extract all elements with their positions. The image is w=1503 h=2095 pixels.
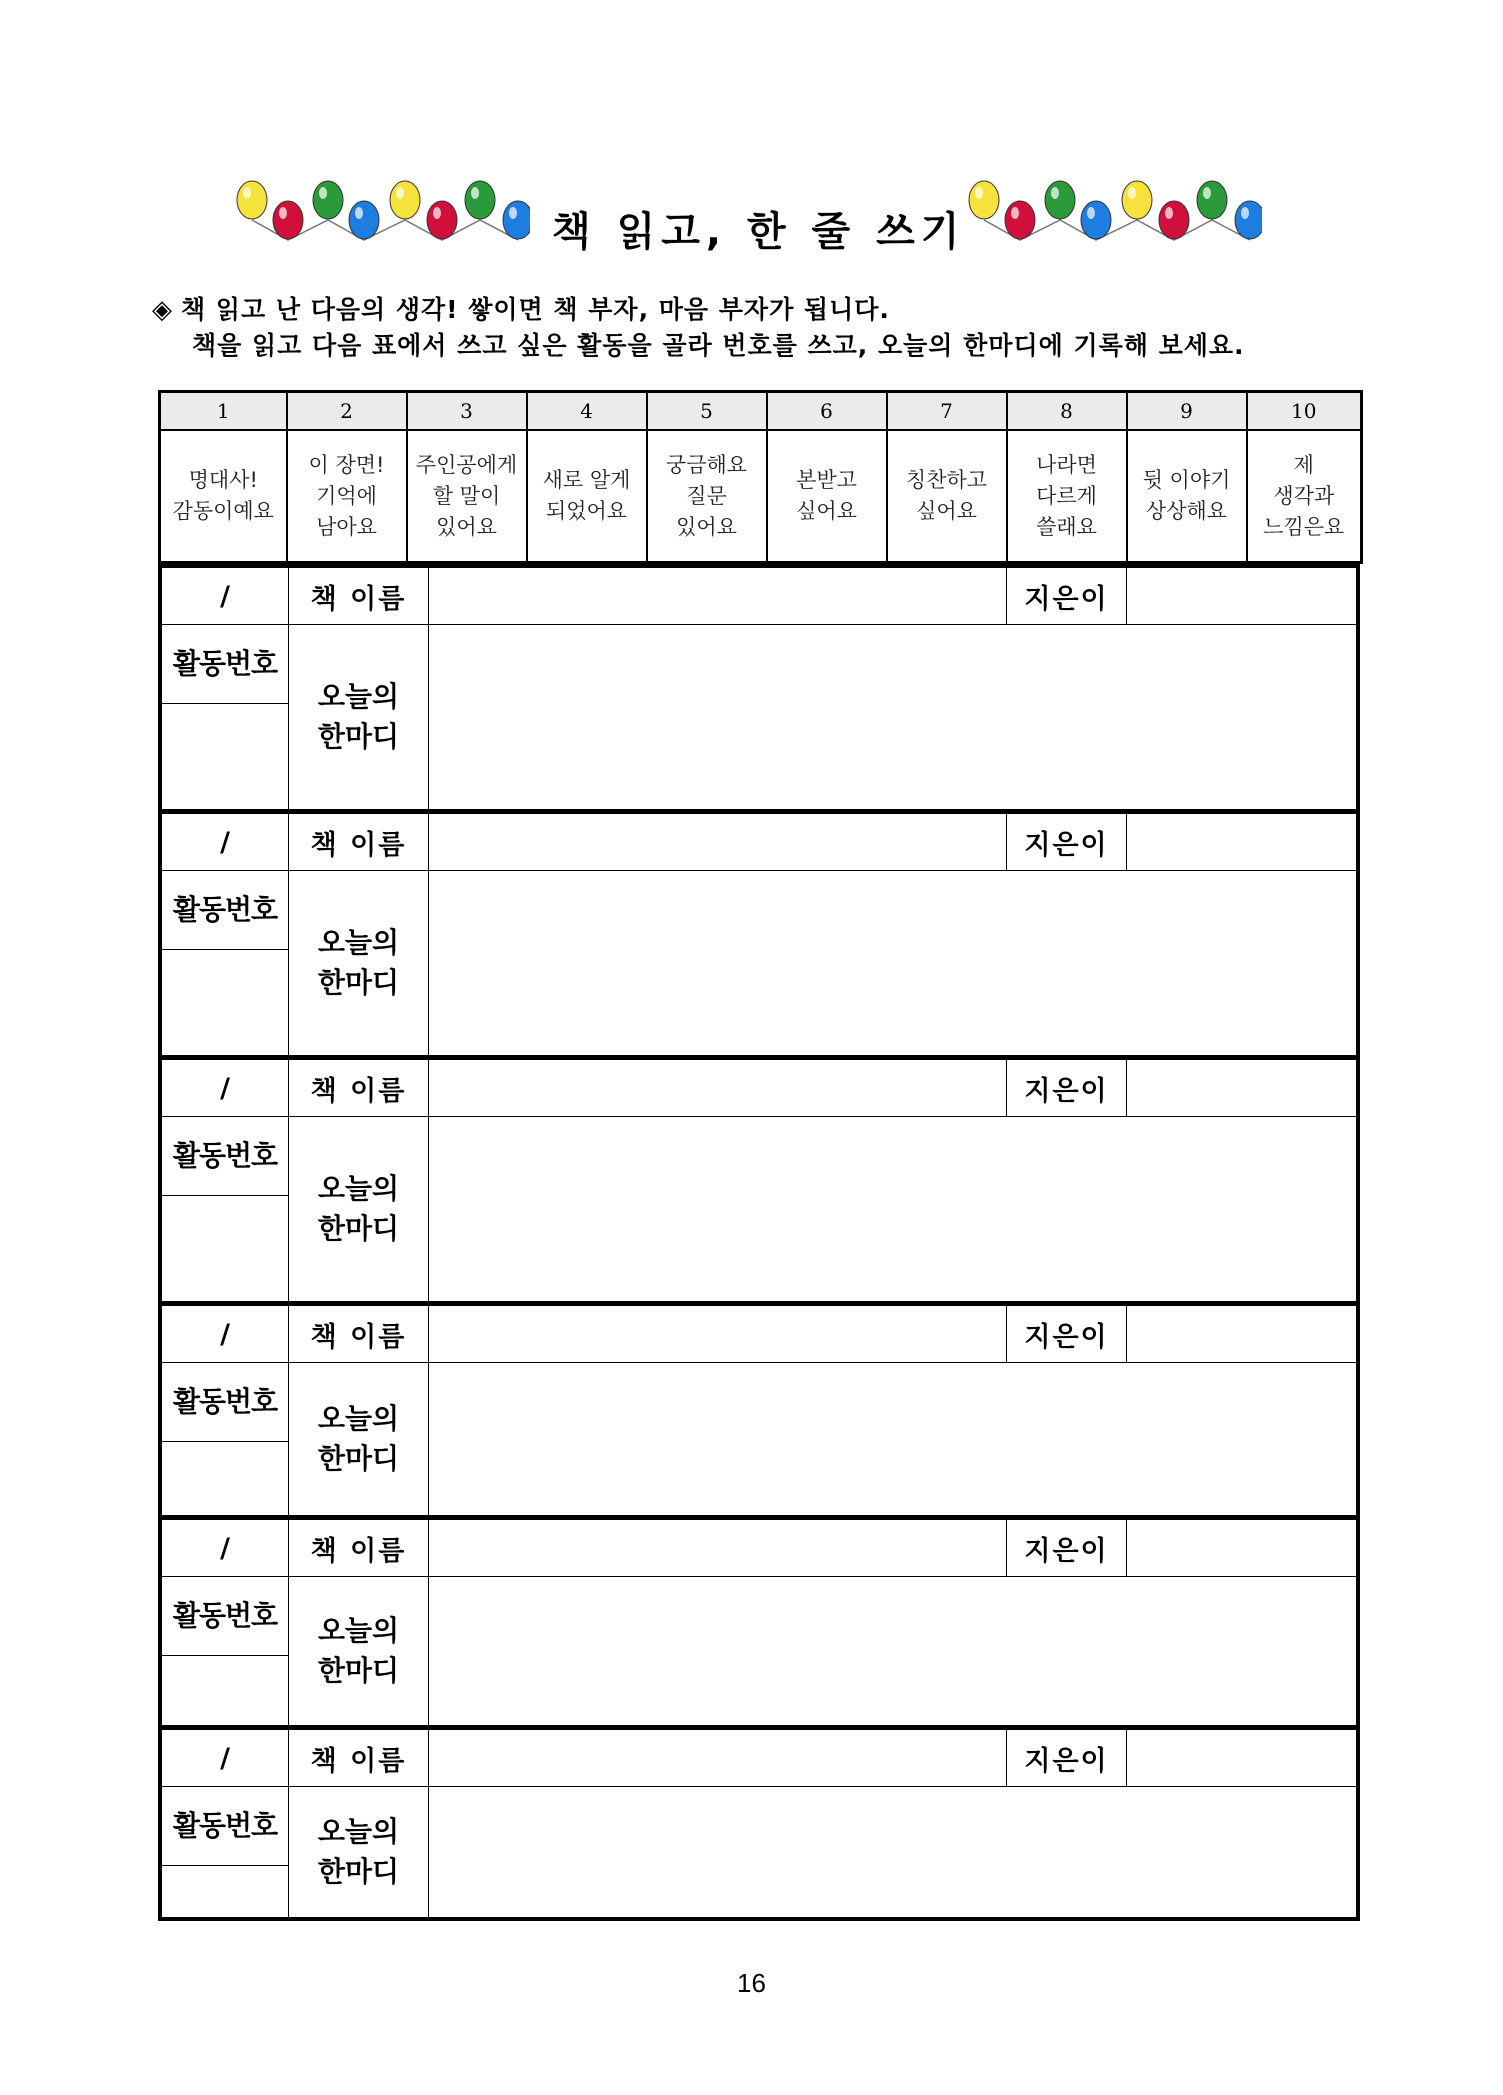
author-field[interactable] xyxy=(1127,814,1357,871)
author-field[interactable] xyxy=(1127,1306,1357,1363)
page-title: 책 읽고, 한 줄 쓰기 xyxy=(552,209,966,255)
comment-label-line-1: 오늘의 xyxy=(317,1614,400,1647)
book-title-label: 책 이름 xyxy=(289,568,429,625)
book-title-label: 책 이름 xyxy=(289,1306,429,1363)
activity-number-cell: 1 xyxy=(160,392,287,431)
activity-number-cell: 8 xyxy=(1007,392,1127,431)
comment-label xyxy=(289,1117,429,1302)
comment-label xyxy=(289,871,429,1056)
activity-number-cell xyxy=(162,1787,289,1918)
comment-label-line-1: 오늘의 xyxy=(317,680,400,713)
book-title-field[interactable] xyxy=(429,1730,1007,1787)
activity-label-cell: 나라면 다르게 쓸래요 xyxy=(1007,430,1127,563)
book-title-field[interactable] xyxy=(429,1306,1007,1363)
activity-number-label: 활동번호 xyxy=(162,1363,288,1442)
author-label: 지은이 xyxy=(1007,1730,1127,1787)
activity-number-cell: 6 xyxy=(767,392,887,431)
date-cell[interactable]: / xyxy=(162,1520,289,1577)
activity-number-cell xyxy=(162,1577,289,1726)
activity-label-cell: 칭찬하고 싶어요 xyxy=(887,430,1007,563)
activity-label-cell: 궁금해요 질문 있어요 xyxy=(647,430,767,563)
comment-field[interactable] xyxy=(429,1577,1357,1726)
activity-label-cell: 본받고 싶어요 xyxy=(767,430,887,563)
book-title-label: 책 이름 xyxy=(289,1520,429,1577)
page-number: 16 xyxy=(737,1968,766,1998)
activity-label-cell: 주인공에게 할 말이 있어요 xyxy=(407,430,527,563)
activity-label-cell: 명대사! 감동이예요 xyxy=(160,430,287,563)
activity-number-cell xyxy=(162,1363,289,1516)
title-area xyxy=(230,172,1270,262)
date-cell[interactable]: / xyxy=(162,1060,289,1117)
entries xyxy=(158,564,1360,1921)
activity-number-cell xyxy=(162,1117,289,1302)
date-cell[interactable]: / xyxy=(162,1306,289,1363)
activity-number-label: 활동번호 xyxy=(162,1577,288,1656)
comment-label-line-2: 한마디 xyxy=(317,1212,400,1245)
activity-label-cell: 제 생각과 느낌은요 xyxy=(1247,430,1362,563)
balloon-garland-right-icon xyxy=(962,172,1262,262)
activity-number-cell xyxy=(162,871,289,1056)
reading-entry xyxy=(158,1302,1360,1516)
book-title-field[interactable] xyxy=(429,1060,1007,1117)
activity-label-cell: 새로 알게 되었어요 xyxy=(527,430,647,563)
activity-label-cell: 뒷 이야기 상상해요 xyxy=(1127,430,1247,563)
activity-number-field[interactable] xyxy=(162,1196,288,1300)
author-label: 지은이 xyxy=(1007,568,1127,625)
reading-entry xyxy=(158,1726,1360,1921)
activity-number-label: 활동번호 xyxy=(162,871,288,950)
activity-number-cell: 7 xyxy=(887,392,1007,431)
date-cell[interactable]: / xyxy=(162,568,289,625)
instructions xyxy=(152,292,1352,363)
diamond-bullet-icon: ◈ xyxy=(152,295,173,325)
reading-entry xyxy=(158,564,1360,810)
balloon-garland-left-icon xyxy=(230,172,530,262)
comment-label-line-2: 한마디 xyxy=(317,1855,400,1888)
book-title-label: 책 이름 xyxy=(289,1060,429,1117)
comment-label xyxy=(289,1577,429,1726)
instruction-line-2: 책을 읽고 다음 표에서 쓰고 싶은 활동을 골라 번호를 쓰고, 오늘의 한마디에 기록해 보세요. xyxy=(192,331,1245,360)
book-title-field[interactable] xyxy=(429,568,1007,625)
author-label: 지은이 xyxy=(1007,1520,1127,1577)
activity-table xyxy=(158,390,1363,564)
author-label: 지은이 xyxy=(1007,1306,1127,1363)
comment-label-line-2: 한마디 xyxy=(317,1654,400,1687)
author-field[interactable] xyxy=(1127,1060,1357,1117)
activity-number-row xyxy=(160,392,1362,431)
book-title-label: 책 이름 xyxy=(289,814,429,871)
comment-label-line-2: 한마디 xyxy=(317,1442,400,1475)
author-field[interactable] xyxy=(1127,1520,1357,1577)
activity-number-field[interactable] xyxy=(162,1866,288,1916)
activity-number-cell: 10 xyxy=(1247,392,1362,431)
author-field[interactable] xyxy=(1127,568,1357,625)
activity-number-cell: 9 xyxy=(1127,392,1247,431)
date-cell[interactable]: / xyxy=(162,1730,289,1787)
activity-number-field[interactable] xyxy=(162,704,288,808)
activity-number-field[interactable] xyxy=(162,1442,288,1514)
activity-number-label: 활동번호 xyxy=(162,625,288,704)
comment-field[interactable] xyxy=(429,1117,1357,1302)
activity-label-row xyxy=(160,430,1362,563)
comment-label-line-1: 오늘의 xyxy=(317,1815,400,1848)
author-field[interactable] xyxy=(1127,1730,1357,1787)
reading-entry xyxy=(158,1516,1360,1726)
activity-label-cell: 이 장면! 기억에 남아요 xyxy=(287,430,407,563)
activity-number-field[interactable] xyxy=(162,950,288,1054)
reading-entry xyxy=(158,1056,1360,1302)
comment-field[interactable] xyxy=(429,1363,1357,1516)
activity-number-field[interactable] xyxy=(162,1656,288,1724)
activity-number-cell: 3 xyxy=(407,392,527,431)
activity-number-label: 활동번호 xyxy=(162,1117,288,1196)
comment-label xyxy=(289,1787,429,1918)
author-label: 지은이 xyxy=(1007,814,1127,871)
comment-label xyxy=(289,625,429,810)
activity-number-cell: 4 xyxy=(527,392,647,431)
instruction-line-1: 책 읽고 난 다음의 생각! 쌓이면 책 부자, 마음 부자가 됩니다. xyxy=(181,295,890,324)
date-cell[interactable]: / xyxy=(162,814,289,871)
comment-label-line-2: 한마디 xyxy=(317,966,400,999)
author-label: 지은이 xyxy=(1007,1060,1127,1117)
activity-number-cell: 5 xyxy=(647,392,767,431)
reading-entry xyxy=(158,810,1360,1056)
comment-label xyxy=(289,1363,429,1516)
activity-number-cell: 2 xyxy=(287,392,407,431)
comment-field[interactable] xyxy=(429,1787,1357,1918)
comment-label-line-1: 오늘의 xyxy=(317,926,400,959)
comment-label-line-1: 오늘의 xyxy=(317,1402,400,1435)
activity-number-label: 활동번호 xyxy=(162,1787,288,1866)
comment-label-line-2: 한마디 xyxy=(317,720,400,753)
book-title-label: 책 이름 xyxy=(289,1730,429,1787)
comment-field[interactable] xyxy=(429,625,1357,810)
book-title-field[interactable] xyxy=(429,1520,1007,1577)
comment-label-line-1: 오늘의 xyxy=(317,1172,400,1205)
activity-number-cell xyxy=(162,625,289,810)
book-title-field[interactable] xyxy=(429,814,1007,871)
comment-field[interactable] xyxy=(429,871,1357,1056)
